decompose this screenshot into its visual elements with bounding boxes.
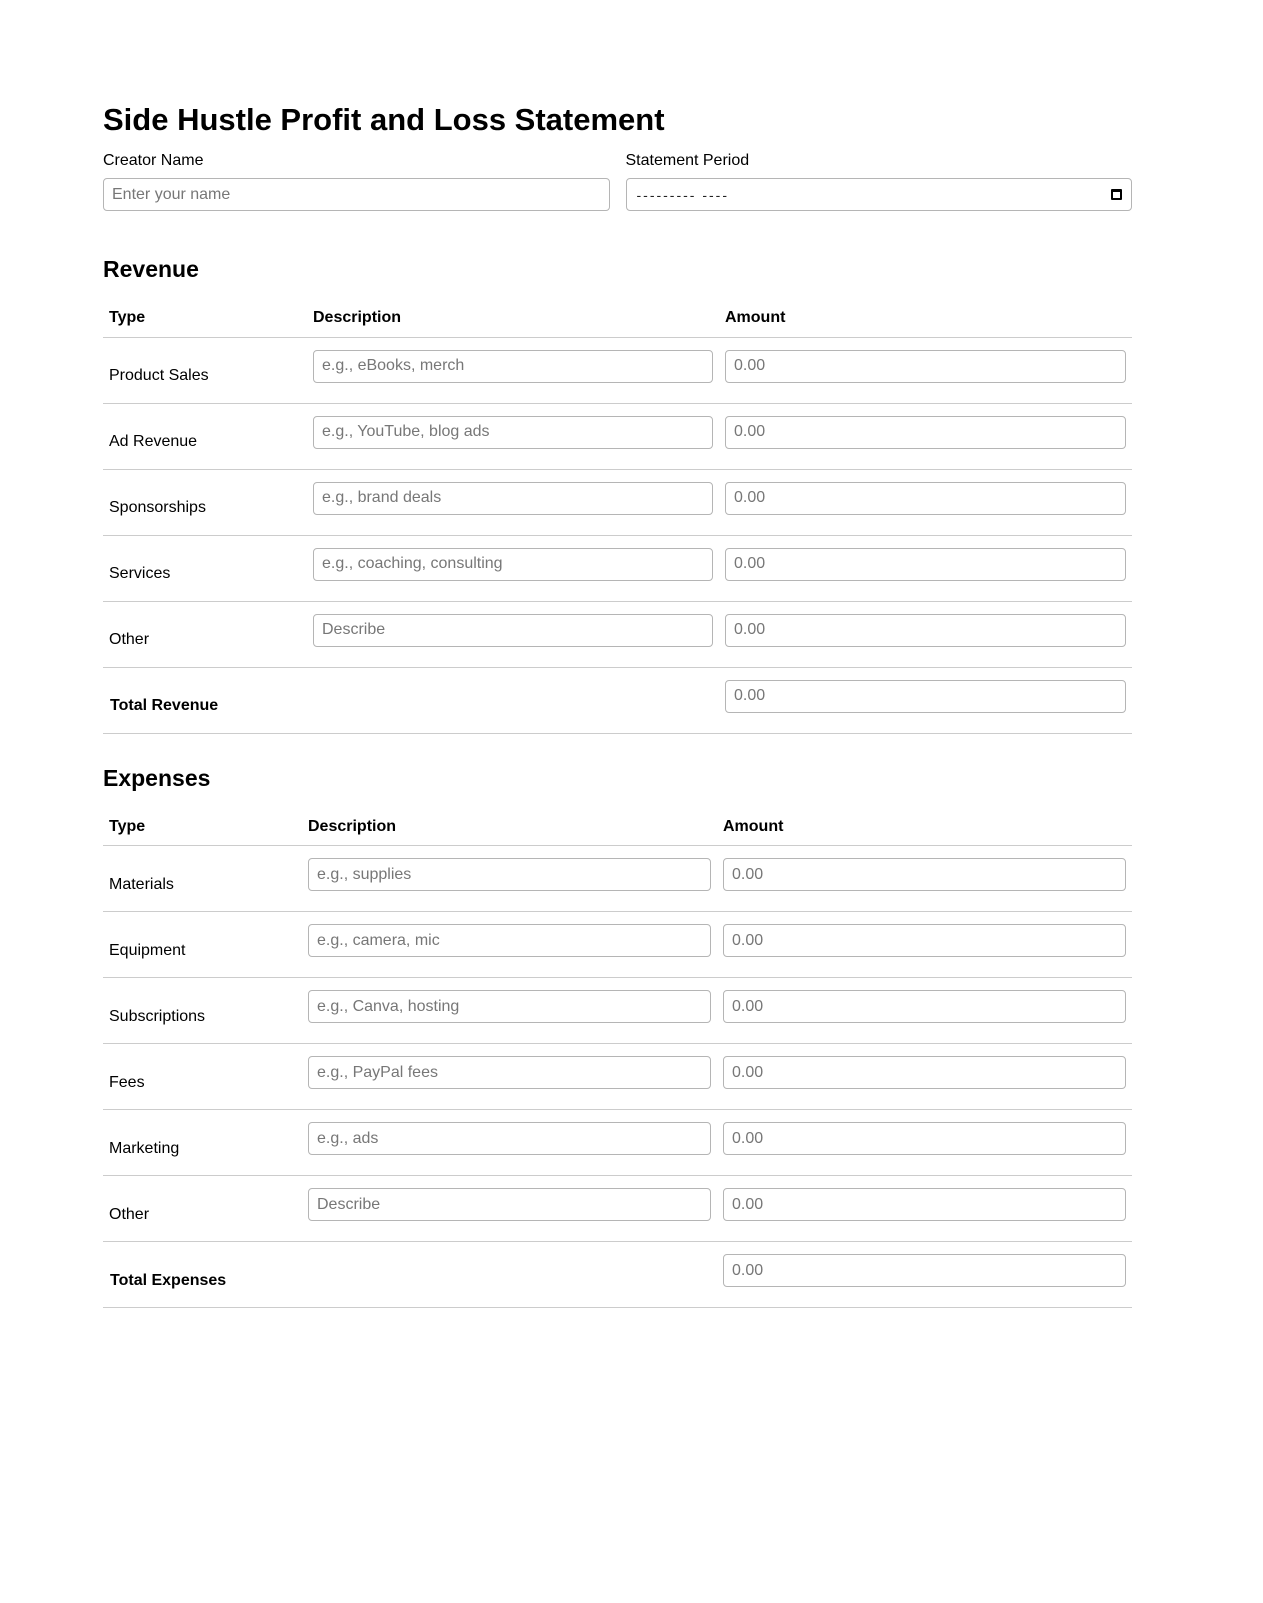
expense-type-materials: Materials — [103, 846, 302, 912]
expense-amount-input[interactable] — [723, 858, 1126, 891]
statement-period-label: Statement Period — [625, 152, 750, 169]
expenses-table — [103, 808, 1132, 1309]
table-row — [103, 1110, 1132, 1176]
expense-type-subscriptions: Subscriptions — [103, 978, 302, 1044]
expense-description-input[interactable] — [308, 1056, 711, 1089]
revenue-type-other: Other — [103, 601, 307, 667]
expense-amount-input[interactable] — [723, 990, 1126, 1023]
statement-period-value: --------- ---- — [636, 186, 729, 203]
table-row — [103, 978, 1132, 1044]
table-row — [103, 403, 1132, 469]
table-row — [103, 469, 1132, 535]
expenses-heading: Expenses — [103, 764, 211, 791]
expense-description-input[interactable] — [308, 858, 711, 891]
table-row — [103, 337, 1132, 403]
revenue-table — [103, 299, 1132, 734]
revenue-section — [103, 255, 1132, 734]
expense-amount-input[interactable] — [723, 924, 1126, 957]
total-revenue-label: Total Revenue — [103, 667, 307, 733]
revenue-header-row — [103, 299, 1132, 337]
revenue-amount-input[interactable] — [725, 614, 1126, 647]
expenses-section — [103, 764, 1132, 1309]
page-title: Side Hustle Profit and Loss Statement — [103, 102, 665, 137]
column-header-type: Type — [103, 299, 307, 337]
total-expenses-label: Total Expenses — [103, 1242, 302, 1308]
revenue-amount-input[interactable] — [725, 416, 1126, 449]
table-row — [103, 846, 1132, 912]
expense-description-input[interactable] — [308, 1122, 711, 1155]
expenses-total-row — [103, 1242, 1132, 1308]
revenue-type-ad-revenue: Ad Revenue — [103, 403, 307, 469]
table-row — [103, 912, 1132, 978]
column-header-type: Type — [103, 808, 302, 846]
revenue-amount-input[interactable] — [725, 350, 1126, 383]
creator-name-field-group — [103, 152, 610, 211]
expense-amount-input[interactable] — [723, 1056, 1126, 1089]
calendar-icon[interactable] — [1111, 189, 1122, 200]
pnl-form-container — [103, 88, 1132, 1289]
statement-meta — [103, 152, 1132, 211]
revenue-type-sponsorships: Sponsorships — [103, 469, 307, 535]
expense-type-fees: Fees — [103, 1044, 302, 1110]
expense-amount-input[interactable] — [723, 1122, 1126, 1155]
expense-description-input[interactable] — [308, 990, 711, 1023]
revenue-description-input[interactable] — [313, 350, 713, 383]
column-header-description: Description — [307, 299, 719, 337]
table-row — [103, 601, 1132, 667]
revenue-description-input[interactable] — [313, 416, 713, 449]
revenue-amount-input[interactable] — [725, 548, 1126, 581]
total-expenses-input[interactable] — [723, 1254, 1126, 1287]
creator-name-label: Creator Name — [103, 152, 204, 169]
statement-period-input[interactable] — [626, 178, 1133, 211]
creator-name-input[interactable] — [103, 178, 610, 211]
revenue-description-input[interactable] — [313, 614, 713, 647]
table-row — [103, 1176, 1132, 1242]
expense-description-input[interactable] — [308, 924, 711, 957]
revenue-amount-input[interactable] — [725, 482, 1126, 515]
revenue-heading: Revenue — [103, 256, 199, 282]
expense-description-input[interactable] — [308, 1188, 711, 1221]
total-revenue-input[interactable] — [725, 680, 1126, 713]
expense-type-marketing: Marketing — [103, 1110, 302, 1176]
revenue-type-product-sales: Product Sales — [103, 337, 307, 403]
expense-type-equipment: Equipment — [103, 912, 302, 978]
expense-amount-input[interactable] — [723, 1188, 1126, 1221]
revenue-total-row — [103, 667, 1132, 733]
statement-period-field-group — [626, 152, 1133, 211]
column-header-description: Description — [302, 808, 717, 846]
expense-type-other: Other — [103, 1176, 302, 1242]
column-header-amount: Amount — [719, 299, 1132, 337]
column-header-amount: Amount — [717, 808, 1132, 846]
revenue-description-input[interactable] — [313, 548, 713, 581]
expenses-header-row — [103, 808, 1132, 846]
revenue-type-services: Services — [103, 535, 307, 601]
table-row — [103, 535, 1132, 601]
table-row — [103, 1044, 1132, 1110]
revenue-description-input[interactable] — [313, 482, 713, 515]
